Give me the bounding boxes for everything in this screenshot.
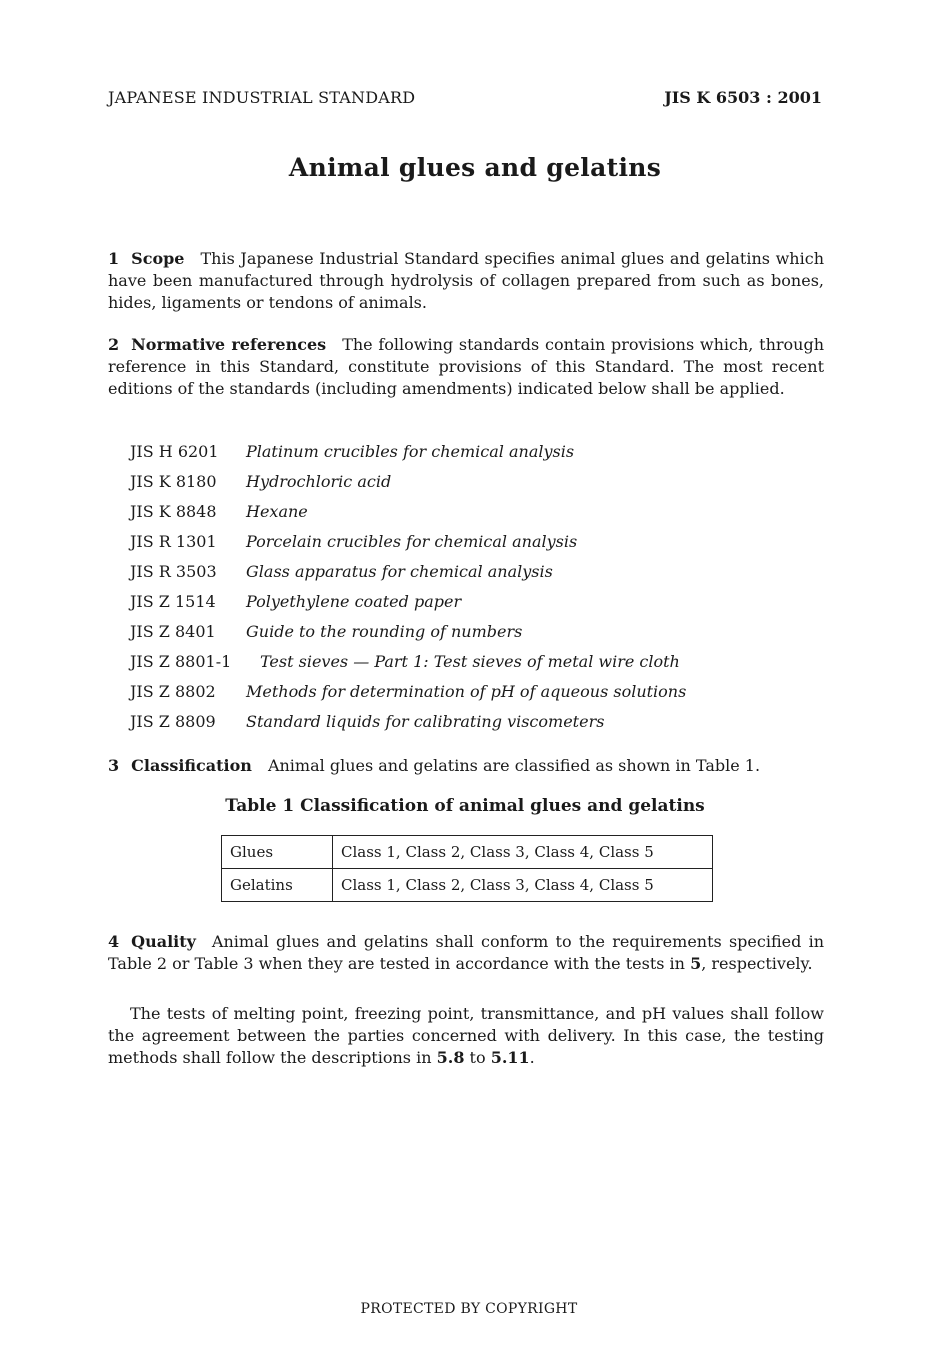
reference-title: Hexane — [246, 502, 308, 521]
section-classification — [108, 755, 824, 777]
table-cell-classes: Class 1, Class 2, Class 3, Class 4, Class 5 — [333, 836, 713, 869]
table-caption: Table 1 Classification of animal glues and gelatins — [225, 796, 705, 816]
standard-number: JIS K 6503 : 2001 — [664, 88, 822, 107]
reference-item — [130, 439, 686, 469]
table-row — [222, 836, 713, 869]
reference-code: JIS Z 8401 — [130, 622, 216, 641]
reference-item — [130, 469, 686, 499]
reference-title: Guide to the rounding of numbers — [246, 622, 523, 641]
classification-table — [221, 835, 713, 902]
reference-code: JIS Z 1514 — [130, 592, 216, 611]
section-number: 3 — [108, 756, 120, 775]
table-cell-type: Glues — [222, 836, 333, 869]
reference-item — [130, 679, 686, 709]
table-cell-classes: Class 1, Class 2, Class 3, Class 4, Class 5 — [333, 869, 713, 902]
table-cell-type: Gelatins — [222, 869, 333, 902]
standard-header: JAPANESE INDUSTRIAL STANDARD — [108, 88, 416, 107]
reference-item — [130, 499, 686, 529]
reference-title: Methods for determination of pH of aqueous solutions — [246, 682, 687, 701]
section-text-end: , respectively. — [701, 954, 813, 973]
clause-reference: 5 — [690, 954, 702, 973]
reference-title: Standard liquids for calibrating viscometers — [246, 712, 605, 731]
reference-item — [130, 709, 686, 739]
clause-reference: 5.11 — [490, 1048, 530, 1067]
section-text: Animal glues and gelatins shall conform to the requirements specified in Table 2 or Table 3 when they are tested in accordance with the tests in — [108, 932, 824, 973]
reference-title: Glass apparatus for chemical analysis — [246, 562, 553, 581]
paragraph-connector: to — [469, 1048, 486, 1067]
section-quality — [108, 931, 824, 975]
reference-title: Hydrochloric acid — [246, 472, 392, 491]
reference-title: Platinum crucibles for chemical analysis — [246, 442, 575, 461]
quality-paragraph-2 — [108, 1003, 824, 1069]
section-number: 4 — [108, 932, 120, 951]
section-normative-references — [108, 334, 824, 400]
section-heading: Classification — [131, 756, 252, 775]
reference-code: JIS R 3503 — [130, 562, 217, 581]
reference-title: Polyethylene coated paper — [246, 592, 462, 611]
reference-code: JIS Z 8809 — [130, 712, 216, 731]
section-heading: Quality — [131, 932, 196, 951]
section-text: The following standards contain provisions which, through reference in this Standard, constitute provisions of this Standard. The most recent editions of the standards (including amendments) indicated below shall be applied. — [108, 335, 825, 398]
reference-item — [130, 589, 686, 619]
table-row — [222, 869, 713, 902]
paragraph-text: The tests of melting point, freezing point, transmittance, and pH values shall follow the agreement between the parties concerned with delivery. In this case, the testing methods shall follow the descriptions in — [108, 1004, 824, 1067]
reference-code: JIS K 8848 — [130, 502, 217, 521]
reference-item — [130, 619, 686, 649]
reference-item — [130, 559, 686, 589]
copyright-footer: PROTECTED BY COPYRIGHT — [360, 1301, 578, 1317]
section-heading: Scope — [131, 249, 185, 268]
reference-title: Porcelain crucibles for chemical analysis — [246, 532, 578, 551]
section-heading: Normative references — [131, 335, 327, 354]
section-text: This Japanese Industrial Standard specifies animal glues and gelatins which have been manufactured through hydrolysis of collagen prepared from such as bones, hides, ligaments or tendons of animals. — [108, 249, 824, 312]
reference-item — [130, 529, 686, 559]
reference-code: JIS Z 8802 — [130, 682, 216, 701]
section-text: Animal glues and gelatins are classified as shown in Table 1. — [267, 756, 761, 775]
reference-code: JIS K 8180 — [130, 472, 217, 491]
reference-item — [130, 649, 686, 679]
clause-reference: 5.8 — [436, 1048, 465, 1067]
reference-code: JIS Z 8801-1 — [130, 652, 232, 671]
document-title: Animal glues and gelatins — [288, 153, 662, 182]
reference-code: JIS R 1301 — [130, 532, 217, 551]
paragraph-end: . — [529, 1048, 535, 1067]
reference-code: JIS H 6201 — [130, 442, 219, 461]
section-number: 2 — [108, 335, 120, 354]
section-number: 1 — [108, 249, 120, 268]
section-scope — [108, 248, 824, 314]
reference-title: Test sieves — Part 1: Test sieves of metal wire cloth — [260, 652, 680, 671]
reference-list — [130, 439, 686, 739]
